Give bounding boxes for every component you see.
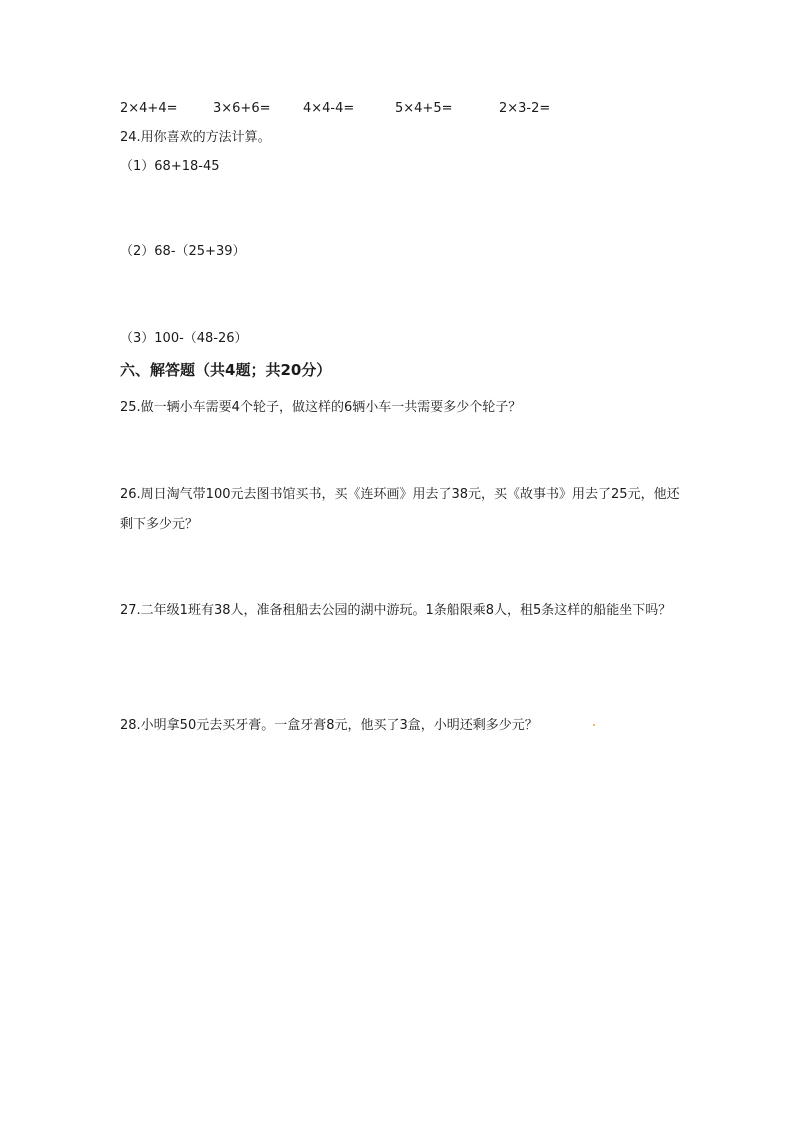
question-24-title: 24.用你喜欢的方法计算。 bbox=[120, 130, 271, 145]
question-24-item-1: （1）68+18-45 bbox=[120, 159, 220, 174]
question-25: 25.做一辆小车需要4个轮子，做这样的6辆小车一共需要多少个轮子？ bbox=[120, 400, 522, 415]
decorative-dot bbox=[593, 724, 595, 726]
equation-4: 5×4+5= bbox=[395, 101, 453, 116]
equation-3: 4×4-4= bbox=[303, 101, 355, 116]
question-24-item-3: （3）100-（48-26） bbox=[120, 331, 248, 346]
question-27: 27.二年级1班有38人，准备租船去公园的湖中游玩。1条船限乘8人，租5条这样的船能坐下吗？ bbox=[120, 603, 672, 618]
equation-1: 2×4+4= bbox=[120, 101, 178, 116]
equation-5: 2×3-2= bbox=[499, 101, 551, 116]
equation-2: 3×6+6= bbox=[213, 101, 271, 116]
question-26: 26.周日淘气带100元去图书馆买书，买《连环画》用去了38元，买《故事书》用去了25元，他还剩下多少元？ bbox=[120, 487, 680, 532]
question-28: 28.小明拿50元去买牙膏。一盒牙膏8元，他买了3盒，小明还剩多少元？ bbox=[120, 718, 538, 733]
question-24-item-2: （2）68-（25+39） bbox=[120, 244, 246, 259]
section-6-heading: 六、解答题（共4题；共20分） bbox=[120, 361, 332, 379]
